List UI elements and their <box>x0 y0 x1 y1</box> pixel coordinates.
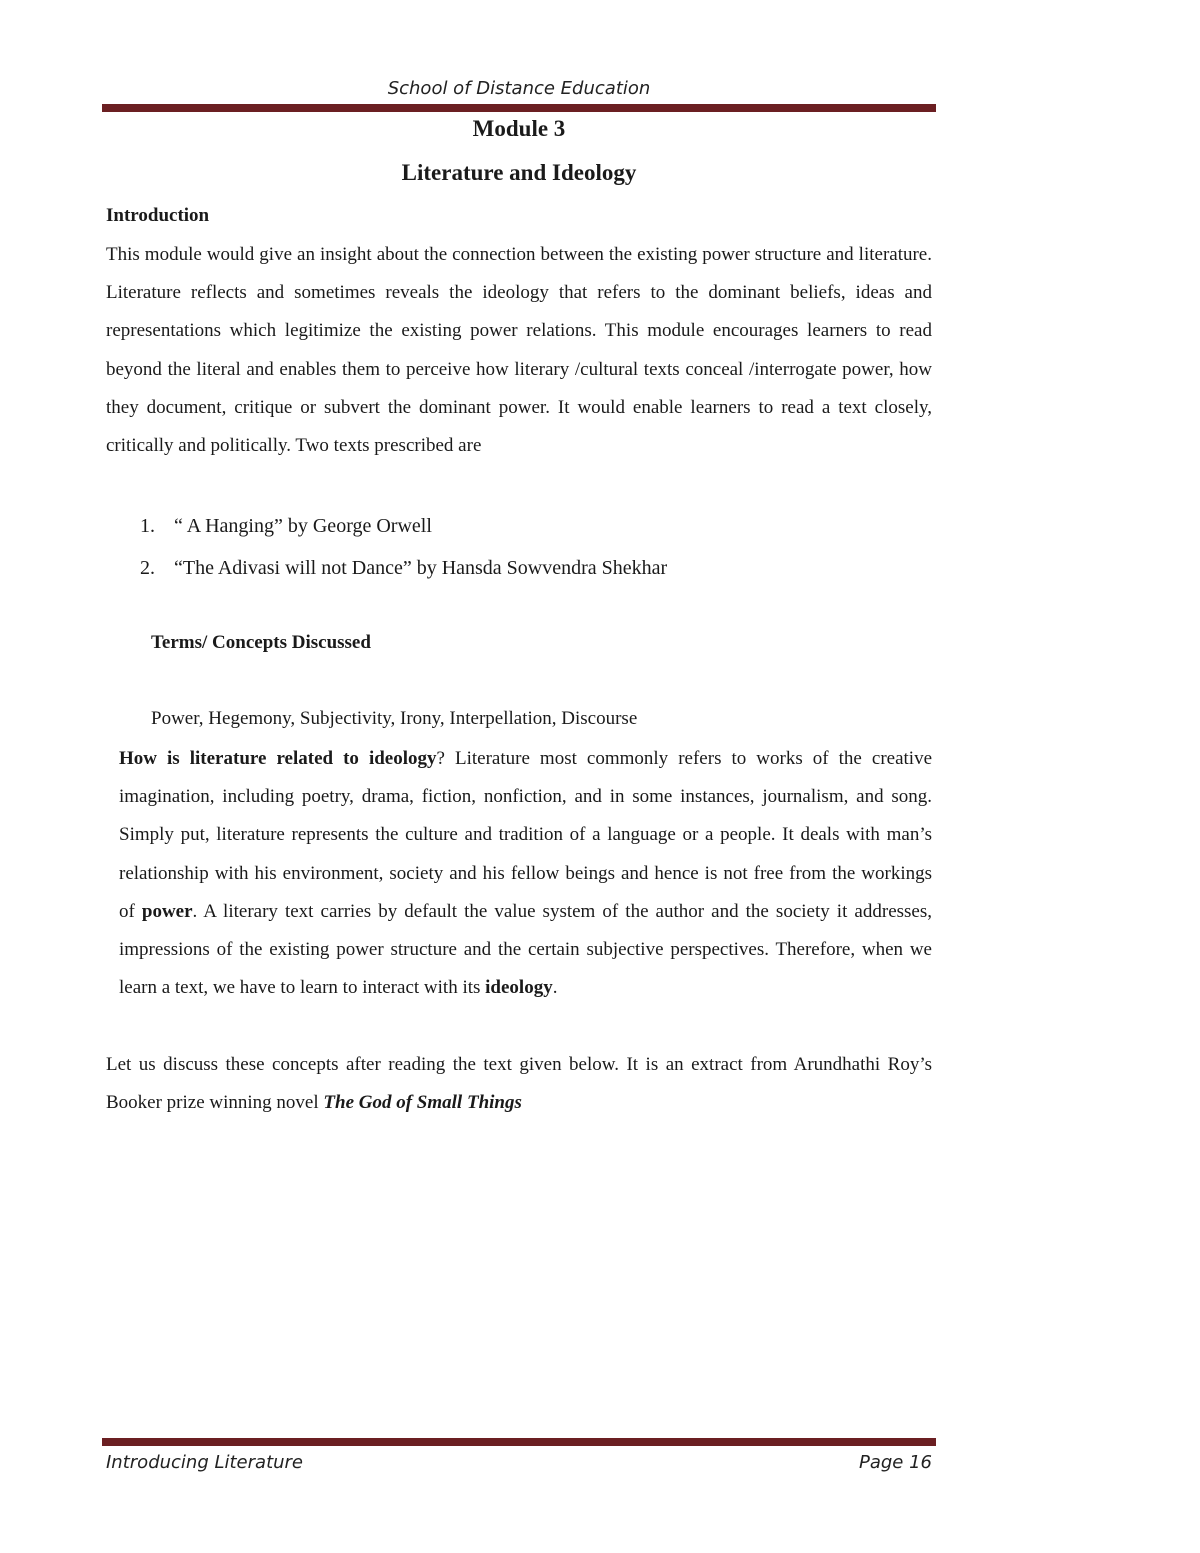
closing-paragraph <box>106 1046 932 1122</box>
ideology-text-part1: ? Literature most commonly refers to works of the creative imagination, including poetry, drama, fiction, nonfiction, and in some instances, journalism, and song. Simply put, literature represents the culture and tradition of a language or a people. It deals with man’s relationship with his environment, society and his fellow beings and hence is not free from the workings of <box>119 748 933 922</box>
introduction-heading: Introduction <box>106 205 210 226</box>
module-title: Module 3 <box>472 116 566 141</box>
bold-ideology: ideology <box>485 977 553 999</box>
list-item <box>140 547 667 589</box>
closing-text: Let us discuss these concepts after reading the text given below. It is an extract from Arundhathi Roy’s Booker prize winning novel <box>106 1054 932 1114</box>
bold-power: power <box>141 900 193 922</box>
module-subtitle: Literature and Ideology <box>401 160 637 185</box>
terms-list: Power, Hegemony, Subjectivity, Irony, Interpellation, Discourse <box>151 708 638 729</box>
footer-course-title: Introducing Literature <box>106 1452 304 1473</box>
terms-heading: Terms/ Concepts Discussed <box>151 632 371 653</box>
ideology-text-part2: . A literary text carries by default the value system of the author and the society it addresses, impressions of the existing power structure and the certain subjective perspectives. Therefore, when we learn a text, we have to learn to interact with its <box>119 900 932 999</box>
list-item-number: 2. <box>140 557 155 579</box>
list-item-text: “The Adivasi will not Dance” by Hansda Sowvendra Shekhar <box>174 557 668 579</box>
ideology-lead: How is literature related to ideology <box>119 748 437 769</box>
list-item <box>140 505 667 547</box>
list-item-number: 1. <box>140 515 155 537</box>
footer-rule <box>102 1438 936 1446</box>
prescribed-texts-list <box>140 505 667 589</box>
header-rule <box>102 104 936 112</box>
introduction-paragraph: This module would give an insight about the connection between the existing power structure and literature. Literature reflects and sometimes reveals the ideology that refers to the dominant beliefs, ideas and representations which legitimize the existing power relations. This module encourages learners to read beyond the literal and enables them to perceive how literary /cultural texts conceal /interrogate power, how they document, critique or subvert the dominant power. It would enable learners to read a text closely, critically and politically. Two texts prescribed are <box>106 244 932 457</box>
footer-page-number: Page 16 <box>858 1452 932 1473</box>
page-header: School of Distance Education <box>387 78 651 99</box>
novel-title: The God of Small Things <box>323 1092 522 1114</box>
list-item-text: “ A Hanging” by George Orwell <box>174 515 432 537</box>
ideology-text-part3: . <box>552 977 558 999</box>
ideology-paragraph <box>119 740 932 1007</box>
